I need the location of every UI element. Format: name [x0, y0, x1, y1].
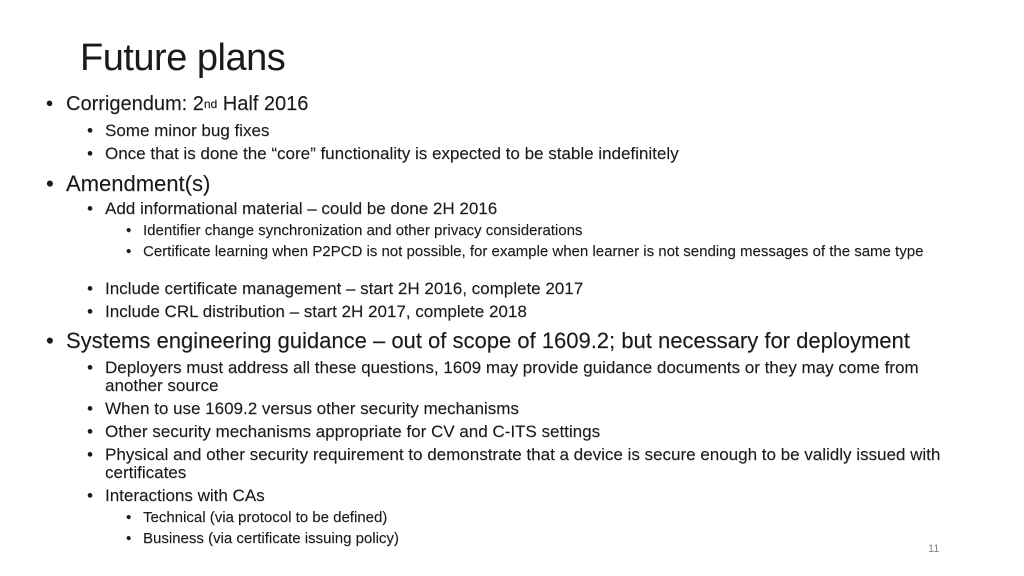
- bullet-corrigendum: [66, 94, 308, 114]
- bullet-amend-1: • Add informational material – could be done 2H 2016: [105, 200, 497, 217]
- bullet-sys-4: • Physical and other security requirement to demonstrate that a device is secure enough to be validly issued with certificates: [105, 446, 975, 482]
- bullet-sys-5: • Interactions with CAs: [105, 487, 265, 504]
- page-number: 11: [928, 543, 940, 555]
- bullet-corr-2: • Once that is done the “core” functionality is expected to be stable indefinitely: [105, 145, 679, 162]
- bullet-systems: • Systems engineering guidance – out of scope of 1609.2; but necessary for deployment: [66, 330, 910, 352]
- bullet-sys-5b: • Business (via certificate issuing policy): [143, 531, 399, 546]
- bullet-amend-3: • Include CRL distribution – start 2H 2017, complete 2018: [105, 303, 527, 320]
- corrigendum-prefix: Corrigendum: 2: [66, 93, 204, 115]
- bullet-sys-3: • Other security mechanisms appropriate for CV and C-ITS settings: [105, 423, 600, 440]
- bullet-amend-1b: • Certificate learning when P2PCD is not possible, for example when learner is not sending messages of the same type: [143, 244, 973, 260]
- bullet-sys-1: • Deployers must address all these questions, 1609 may provide guidance documents or they may come from another source: [105, 359, 945, 395]
- bullet-amend-2: • Include certificate management – start 2H 2016, complete 2017: [105, 280, 583, 297]
- bullet-sys-5a: • Technical (via protocol to be defined): [143, 510, 387, 525]
- bullet-corr-1: • Some minor bug fixes: [105, 122, 269, 139]
- bullet-amend-1a: • Identifier change synchronization and other privacy considerations: [143, 223, 582, 238]
- bullet-amendments: • Amendment(s): [66, 173, 210, 195]
- corrigendum-suffix: Half 2016: [217, 93, 309, 115]
- slide-title: Future plans: [80, 37, 286, 79]
- bullet-sys-2: • When to use 1609.2 versus other security mechanisms: [105, 400, 519, 417]
- corrigendum-ordinal: nd: [203, 96, 218, 111]
